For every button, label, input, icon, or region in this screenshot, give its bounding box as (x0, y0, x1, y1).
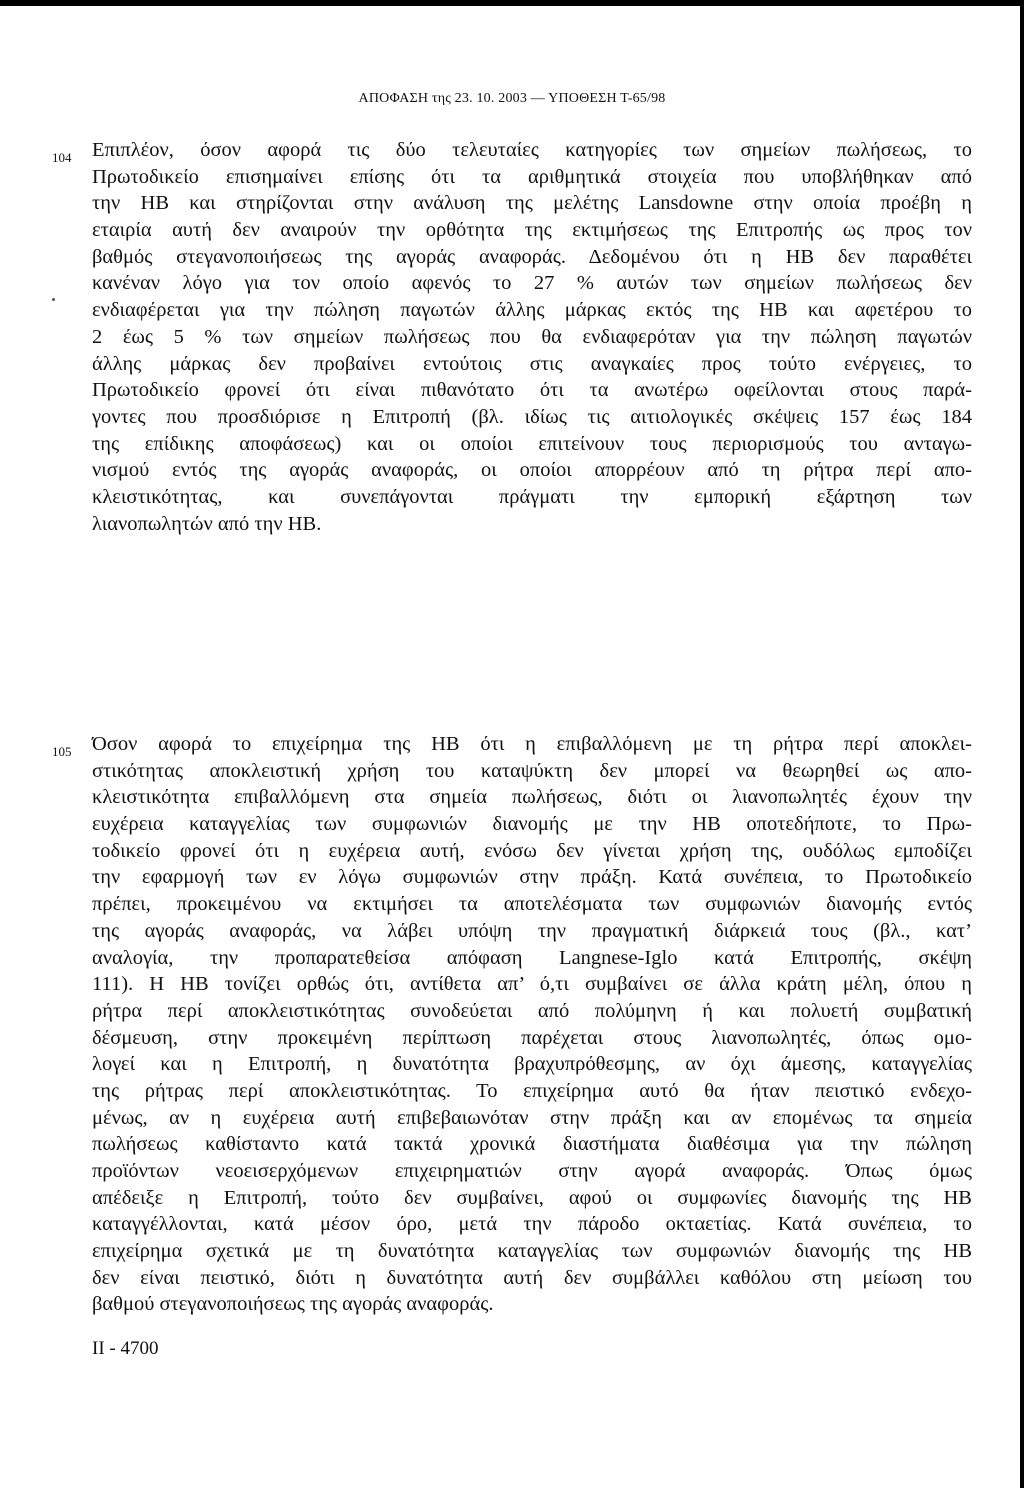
text-line: Επιπλέον, όσον αφορά τις δύο τελευταίες κατηγορίες των σημείων πωλήσεως, το (92, 139, 972, 161)
text-line: κλειστικότητας, και συνεπάγονται πράγματι την εμπορική εξάρτηση των (92, 485, 972, 508)
text-line: επιχείρημα σχετικά με τη δυνατότητα καταγγελίας των συμφωνιών διανομής της HB (92, 1240, 972, 1263)
text-line: λογεί και η Επιτροπή, η δυνατότητα βραχυπρόθεσμης, αν όχι άμεσης, καταγγελίας (92, 1053, 972, 1076)
text-line: δεν είναι πειστικό, διότι η δυνατότητα αυτή δεν συμβάλλει καθόλου στη μείωση του (92, 1266, 972, 1289)
text-line: προϊόντων νεοεισερχόμενων επιχειρηματιών στην αγορά αναφοράς. Όπως όμως (92, 1160, 972, 1182)
text-line: δέσμευση, στην προκειμένη περίπτωση παρέχεται στους λιανοπωλητές, όπως ομο- (92, 1026, 972, 1049)
text-line: πωλήσεως καθίσταντο κατά τακτά χρονικά διαστήματα διαθέσιμα για την πώληση (92, 1133, 972, 1156)
text-line: μένως, αν η ευχέρεια αυτή επιβεβαιωνόταν στην πράξη και αν επομένως τα σημεία (92, 1106, 972, 1129)
page-number: II - 4700 (92, 1338, 159, 1359)
text-line: γοντες που προσδιόρισε η Επιτροπή (βλ. ιδίως τις αιτιολογικές σκέψεις 157 έως 184 (92, 405, 972, 428)
text-line: βαθμού στεγανοποιήσεως της αγοράς αναφοράς. (92, 1293, 494, 1316)
text-line: Όσον αφορά το επιχείρημα της HB ότι η επιβαλλόμενη με τη ρήτρα περί αποκλει- (92, 733, 972, 755)
text-line: πρέπει, προκειμένου να εκτιμήσει τα αποτελέσματα των συμφωνιών διανομής εντός (92, 893, 972, 916)
text-line: την HB και στηρίζονται στην ανάλυση της μελέτης Lansdowne στην οποία προέβη η (92, 192, 972, 215)
scan-border-top (0, 0, 1024, 6)
text-line: της ρήτρας περί αποκλειστικότητας. Το επιχείρημα αυτό θα ήταν πειστικό ενδεχο- (92, 1079, 972, 1102)
paragraph-104 (92, 137, 972, 537)
text-line: ενδιαφέρεται για την πώληση παγωτών άλλης μάρκας εκτός της HB και αφετέρου το (92, 299, 972, 322)
paragraph-105 (92, 731, 972, 1318)
paragraph-number-105: 105 (52, 744, 72, 759)
text-line: την εφαρμογή των εν λόγω συμφωνιών στην πράξη. Κατά συνέπεια, το Πρωτοδικείο (92, 866, 972, 889)
text-line: λιανοπωλητών από την HB. (92, 512, 322, 535)
text-line: καταγγέλλονται, κατά μέσον όρο, μετά την πάροδο οκταετίας. Κατά συνέπεια, το (92, 1213, 972, 1236)
text-line: κλειστικότητα επιβαλλόμενη στα σημεία πωλήσεως, διότι οι λιανοπωλητές έχουν την (92, 786, 972, 809)
text-line: εταιρία αυτή δεν αναιρούν την ορθότητα της εκτιμήσεως της Επιτροπής ως προς τον (92, 219, 972, 242)
text-line: στικότητας αποκλειστική χρήση του καταψύκτη δεν μπορεί να θεωρηθεί ως απο- (92, 759, 972, 782)
text-line: απέδειξε η Επιτροπή, τούτο δεν συμβαίνει, αφού οι συμφωνίες διανομής της HB (92, 1186, 972, 1209)
scan-dot (52, 298, 55, 301)
text-line: Πρωτοδικείο φρονεί ότι είναι πιθανότατο ότι τα ανωτέρω οφείλονται στους παρά- (92, 379, 972, 402)
text-line: της επίδικης αποφάσεως) και οι οποίοι επιτείνουν τους περιορισμούς του ανταγω- (92, 432, 972, 455)
running-header: ΑΠΟΦΑΣΗ της 23. 10. 2003 — ΥΠΟΘΕΣΗ Τ-65/98 (358, 91, 666, 106)
text-line: τοδικείο φρονεί ότι η ευχέρεια αυτή, ενόσω δεν γίνεται χρήση της, ουδόλως εμποδίζει (92, 839, 972, 862)
scan-border-right (1020, 0, 1024, 1488)
text-line: ευχέρεια καταγγελίας των συμφωνιών διανομής με την HB οποτεδήποτε, το Πρω- (92, 813, 972, 836)
text-line: ρήτρα περί αποκλειστικότητας συνοδεύεται από πολύμηνη ή και πολυετή συμβατική (92, 999, 972, 1022)
text-line: κανέναν λόγο για τον οποίο αφενός το 27 % αυτών των σημείων πωλήσεως δεν (92, 272, 972, 295)
text-line: της αγοράς αναφοράς, να λάβει υπόψη την πραγματική διάρκειά τους (βλ., κατ’ (92, 919, 972, 942)
text-line: Πρωτοδικείο επισημαίνει επίσης ότι τα αριθμητικά στοιχεία που υποβλήθηκαν από (92, 165, 972, 188)
text-line: 2 έως 5 % των σημείων πωλήσεως που θα ενδιαφερόταν για την πώληση παγωτών (92, 325, 972, 348)
text-line: 111). Η HB τονίζει ορθώς ότι, αντίθετα απ’ ό,τι συμβαίνει σε άλλα κράτη μέλη, όπου η (92, 973, 972, 996)
text-line: άλλης μάρκας δεν προβαίνει εντούτοις στις αναγκαίες προς τούτο ενέργειες, το (92, 352, 972, 375)
paragraph-number-104: 104 (52, 150, 72, 165)
text-line: νισμού εντός της αγοράς αναφοράς, οι οποίοι απορρέουν από τη ρήτρα περί απο- (92, 459, 972, 482)
text-line: βαθμός στεγανοποιήσεως της αγοράς αναφοράς. Δεδομένου ότι η HB δεν παραθέτει (92, 245, 972, 268)
text-line: αναλογία, την προπαρατεθείσα απόφαση Langnese-Iglo κατά Επιτροπής, σκέψη (92, 946, 972, 969)
